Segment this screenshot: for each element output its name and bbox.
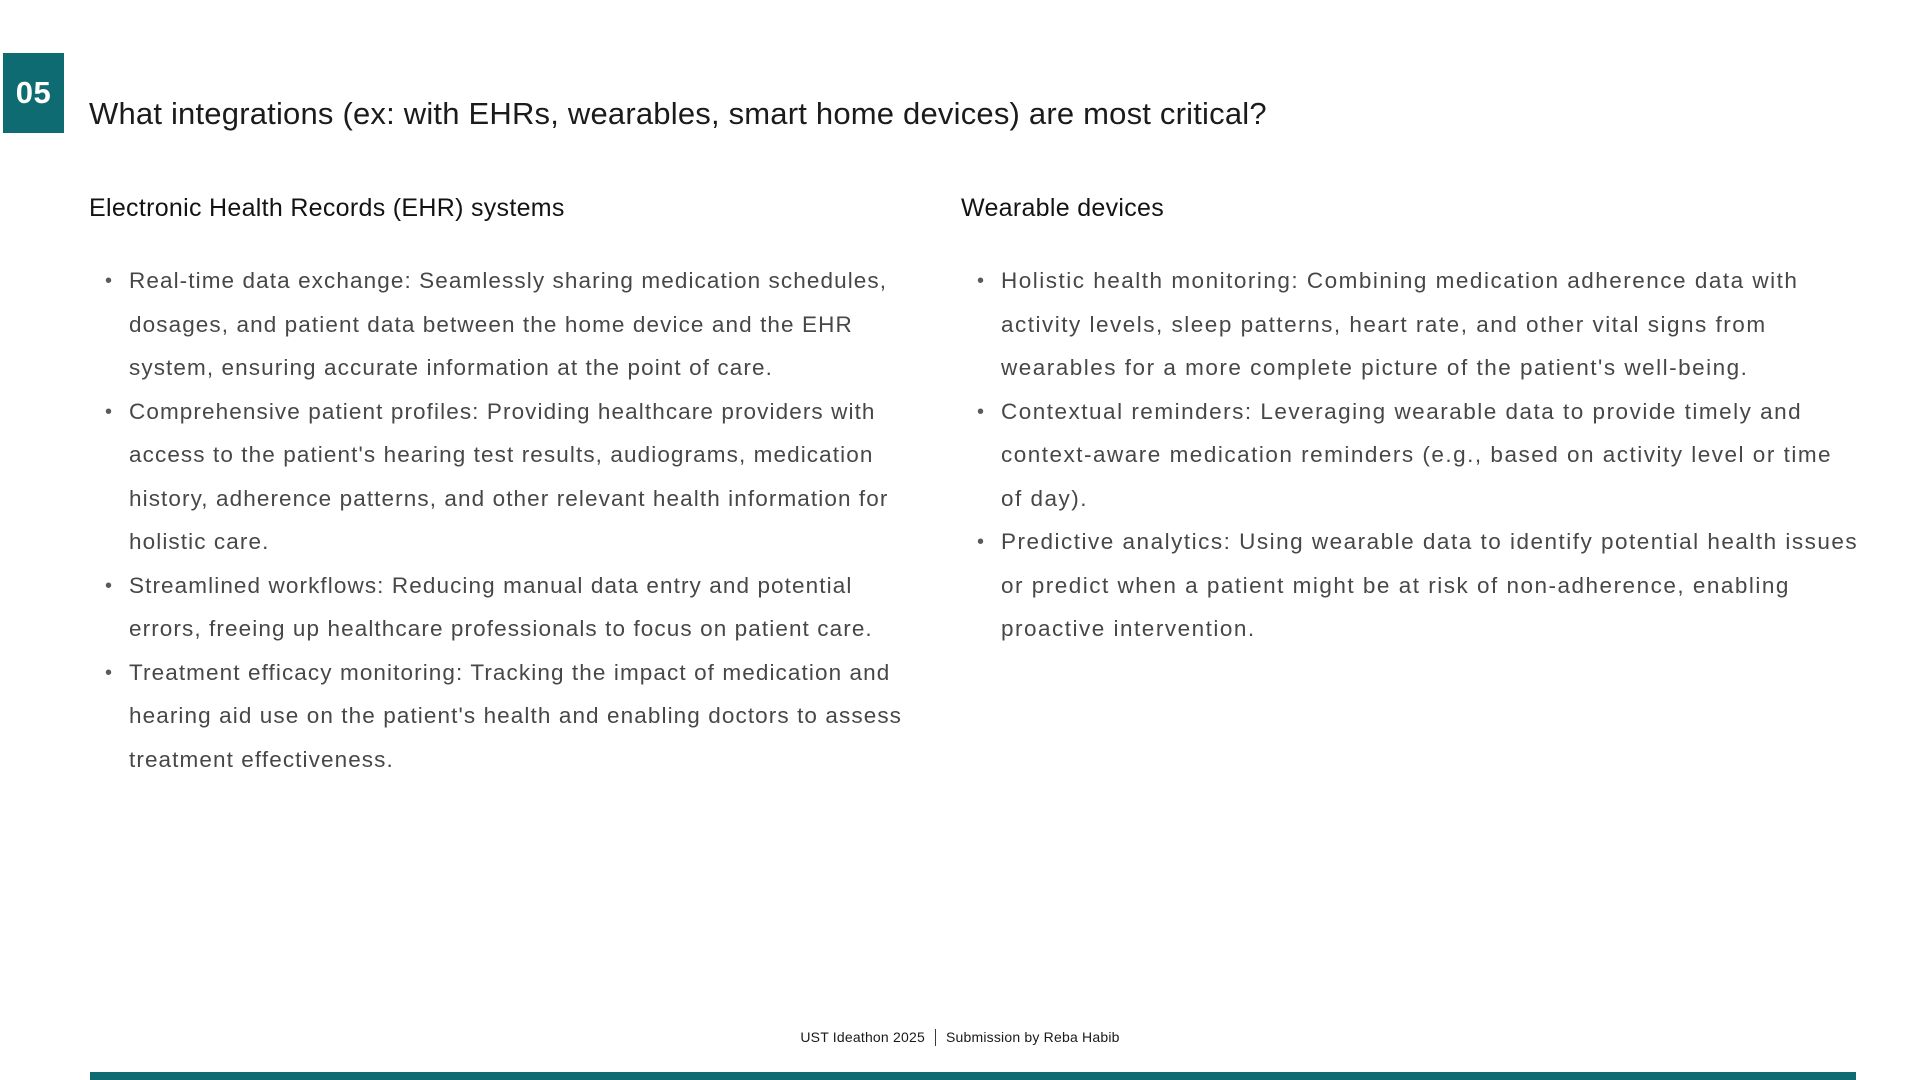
footer-submission-text: Submission by Reba Habib xyxy=(945,1029,1120,1045)
footer xyxy=(0,1027,1920,1047)
bullet-list-ehr xyxy=(89,259,961,781)
content-columns xyxy=(89,193,1879,781)
slide-title: What integrations (ex: with EHRs, wearables, smart home devices) are most critical? xyxy=(89,95,1267,131)
bullet-item: • Treatment efficacy monitoring: Tracking the impact of medication and hearing aid use on the patient's health and enabling doctors to assess treatment effectiveness. xyxy=(89,651,904,782)
bullet-list-wearables xyxy=(961,259,1879,651)
bullet-item: • Streamlined workflows: Reducing manual data entry and potential errors, freeing up healthcare professionals to focus on patient care. xyxy=(89,564,904,651)
column-heading-ehr: Electronic Health Records (EHR) systems xyxy=(89,194,565,222)
column-ehr-systems xyxy=(89,193,961,781)
footer-separator xyxy=(935,1029,936,1046)
bullet-item: • Real-time data exchange: Seamlessly sharing medication schedules, dosages, and patient data between the home device and the EHR system, ensuring accurate information at the point of care. xyxy=(89,259,904,390)
column-wearable-devices xyxy=(961,193,1879,781)
bullet-item: • Predictive analytics: Using wearable data to identify potential health issues or predict when a patient might be at risk of non-adherence, enabling proactive intervention. xyxy=(961,520,1861,651)
bullet-item: • Contextual reminders: Leveraging wearable data to provide timely and context-aware medication reminders (e.g., based on activity level or time of day). xyxy=(961,390,1861,521)
column-heading-wearables: Wearable devices xyxy=(961,194,1165,222)
footer-event-text: UST Ideathon 2025 xyxy=(800,1029,925,1045)
bullet-item: • Holistic health monitoring: Combining medication adherence data with activity levels, sleep patterns, heart rate, and other vital signs from wearables for a more complete picture of the patient's well-being. xyxy=(961,259,1861,390)
bullet-item: • Comprehensive patient profiles: Providing healthcare providers with access to the patient's hearing test results, audiograms, medication history, adherence patterns, and other relevant health information for holistic care. xyxy=(89,390,904,564)
accent-bottom-bar xyxy=(90,1072,1856,1080)
slide-number-badge: 05 xyxy=(3,53,64,133)
